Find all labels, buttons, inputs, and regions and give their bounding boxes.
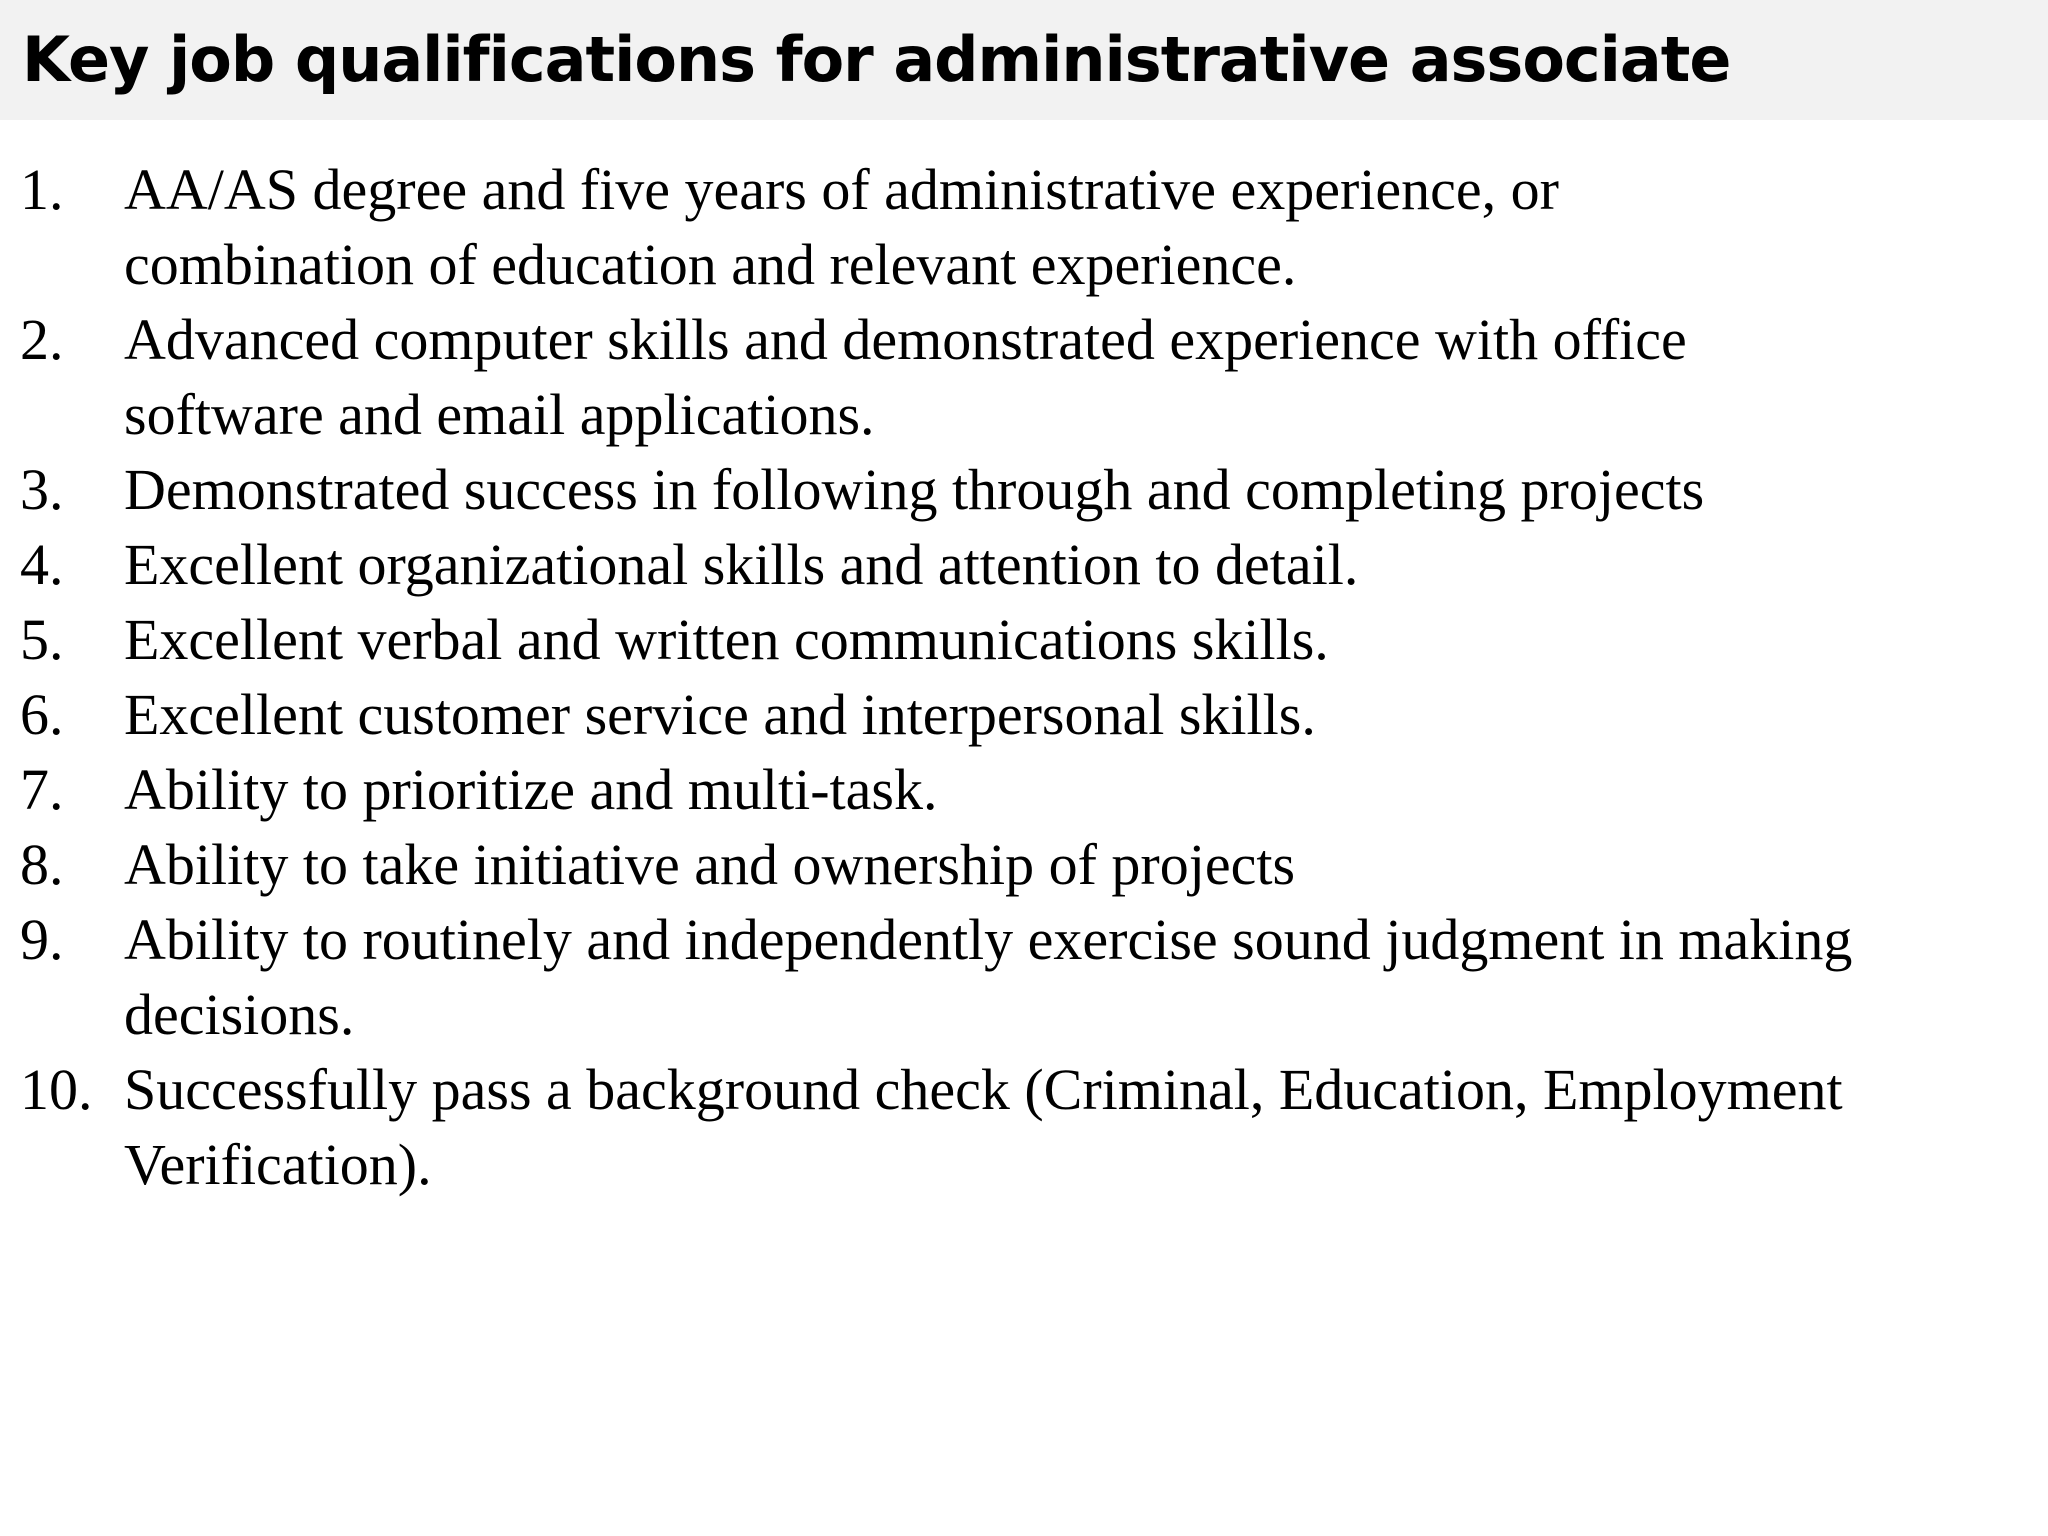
list-item [0, 152, 2048, 302]
item-number: 10. [20, 1057, 93, 1122]
item-text-line: combination of education and relevant experience. [124, 232, 1297, 297]
item-number: 8. [20, 832, 64, 897]
item-text-line: Advanced computer skills and demonstrated experience with office [124, 307, 1687, 372]
item-text-line: Excellent customer service and interpersonal skills. [124, 682, 1316, 747]
item-number: 9. [20, 907, 64, 972]
item-number: 3. [20, 457, 64, 522]
item-text-line: Excellent verbal and written communications skills. [124, 607, 1329, 672]
item-number: 1. [20, 157, 64, 222]
title-bar [0, 0, 2048, 120]
list-item [0, 1052, 2048, 1202]
item-number: 7. [20, 757, 64, 822]
item-text-line: Ability to routinely and independently exercise sound judgment in making [124, 907, 1853, 972]
item-number: 4. [20, 532, 64, 597]
item-number: 6. [20, 682, 64, 747]
list-item [0, 527, 2048, 602]
item-number: 5. [20, 607, 64, 672]
list-item [0, 902, 2048, 1052]
item-text-line: Demonstrated success in following through and completing projects [124, 457, 1705, 522]
item-text-line: Ability to take initiative and ownership of projects [124, 832, 1296, 897]
list-item [0, 827, 2048, 902]
list-item [0, 602, 2048, 677]
list-item [0, 752, 2048, 827]
item-text-line: Ability to prioritize and multi-task. [124, 757, 938, 822]
item-text-line: AA/AS degree and five years of administrative experience, or [124, 157, 1559, 222]
item-text-line: decisions. [124, 982, 355, 1047]
item-text-line: software and email applications. [124, 382, 875, 447]
item-text-line: Verification). [124, 1132, 432, 1197]
list-item [0, 302, 2048, 452]
list-item [0, 452, 2048, 527]
item-text-line: Successfully pass a background check (Criminal, Education, Employment [124, 1057, 1843, 1122]
page-title: Key job qualifications for administrative associate [22, 23, 1731, 96]
item-text-line: Excellent organizational skills and attention to detail. [124, 532, 1359, 597]
qualifications-list [0, 152, 2048, 1202]
item-number: 2. [20, 307, 64, 372]
list-item [0, 677, 2048, 752]
